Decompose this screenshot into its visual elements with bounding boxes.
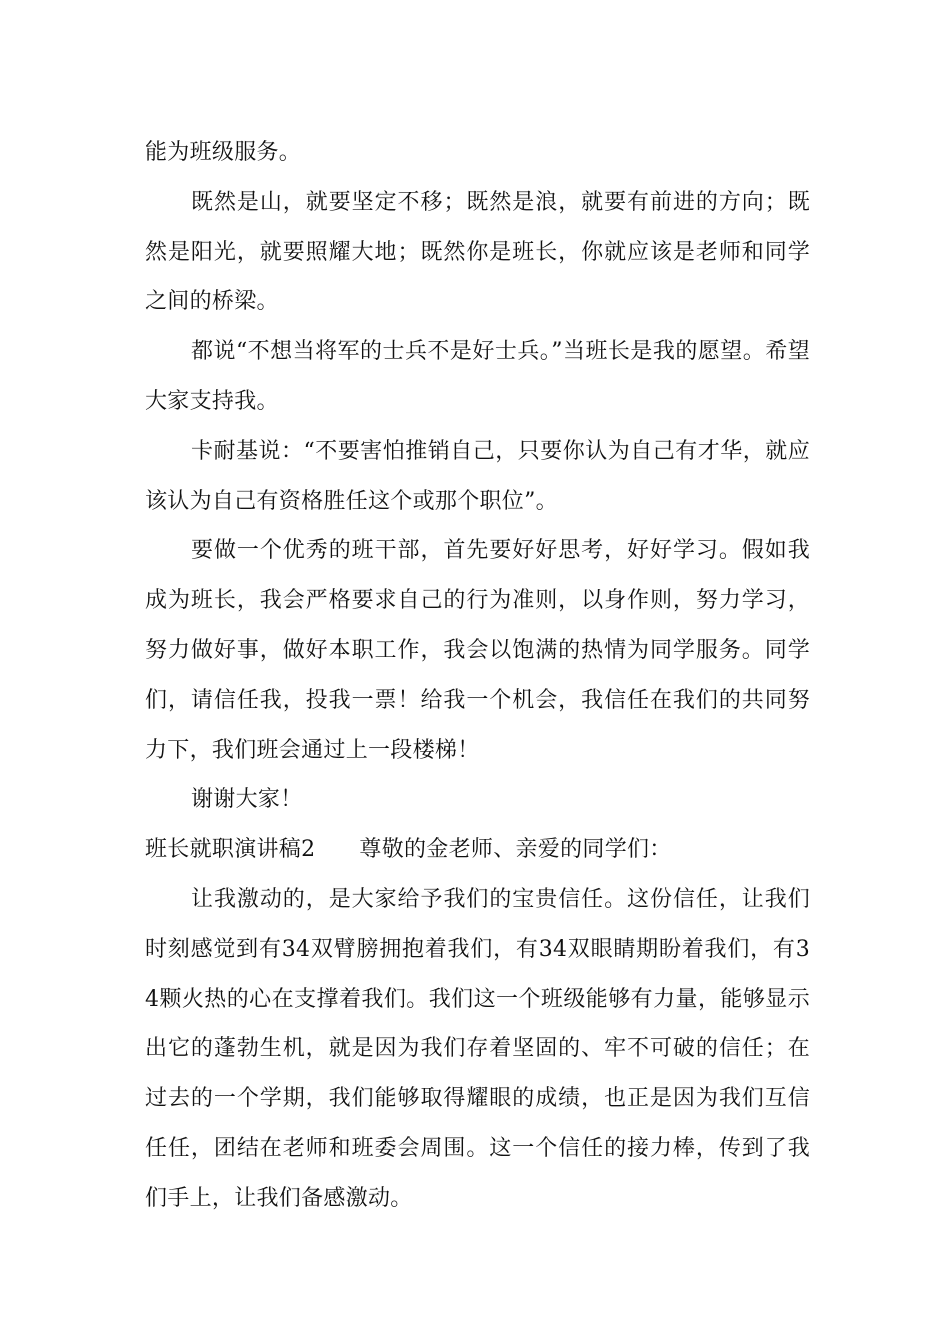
paragraph-soldier-quote: 都说“不想当将军的士兵不是好士兵。”当班长是我的愿望。希望大家支持我。 bbox=[145, 339, 810, 414]
paragraph-thanks: 谢谢大家！ bbox=[191, 787, 303, 813]
section-heading-line bbox=[145, 825, 810, 875]
section-title: 班长就职演讲稿2 bbox=[145, 837, 316, 863]
paragraph-pledge: 要做一个优秀的班干部，首先要好好思考，好好学习。假如我成为班长，我会严格要求自己的行为准则，以身作则，努力学习，努力做好事，做好本职工作，我会以饱满的热情为同学服务。同学们，请信任我，投我一票！给我一个机会，我信任在我们的共同努力下，我们班会通过上一段楼梯！ bbox=[145, 538, 810, 763]
paragraph-trust: 让我激动的，是大家给予我们的宝贵信任。这份信任，让我们时刻感觉到有34双臂膀拥抱着我们，有34双眼睛期盼着我们，有34颗火热的心在支撑着我们。我们这一个班级能够有力量，能够显示出它的蓬勃生机，就是因为我们存着坚固的、牢不可破的信任；在过去的一个学期，我们能够取得耀眼的成绩，也正是因为我们互信任任，团结在老师和班委会周围。这一个信任的接力棒，传到了我们手上，让我们备感激动。 bbox=[145, 886, 810, 1211]
paragraph-carnegie-quote: 卡耐基说：“不要害怕推销自己，只要你认为自己有才华，就应该认为自己有资格胜任这个或那个职位”。 bbox=[145, 438, 810, 514]
paragraph-mountain-wave: 既然是山，就要坚定不移；既然是浪，就要有前进的方向；既然是阳光，就要照耀大地；既然你是班长，你就应该是老师和同学之间的桥梁。 bbox=[145, 189, 810, 315]
salutation: 尊敬的金老师、亲爱的同学们： bbox=[359, 837, 672, 863]
paragraph-continuation: 能为班级服务。 bbox=[145, 140, 302, 165]
document-body bbox=[145, 128, 810, 1224]
